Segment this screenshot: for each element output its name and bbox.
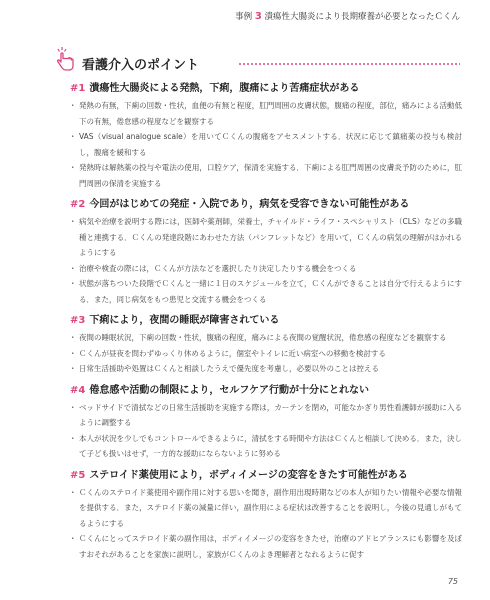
case-title: 潰瘍性大腸炎により長期療養が必要となったＣくん bbox=[264, 12, 460, 22]
bullet-item: ・ 発熱時は解熱薬の投与や電法の使用，口腔ケア，保清を実施する．下痢による肛門周囲の皮膚炎予防のために，肛門周囲の保清を実施する bbox=[70, 160, 462, 191]
running-header bbox=[235, 10, 460, 22]
bullet-item: ・ Ｃくんのステロイド薬使用や副作用に対する思いを聞き，副作用出現時期などの本人が知りたい情報や必要な情報を提供する．また，ステロイド薬の減量に伴い，副作用による症状は改善することを説明し，今後の見通しがもてるようにする bbox=[70, 485, 462, 532]
bullet-item: ・ 日常生活援助や処置はＣくんと相談したうえで優先度を考慮し，必要以外のことは控える bbox=[70, 361, 462, 377]
point-title bbox=[70, 198, 462, 212]
point-title bbox=[70, 384, 462, 398]
point-item bbox=[70, 314, 462, 377]
point-number: #3 bbox=[70, 315, 86, 326]
bullet-item: ・ 発熱の有無，下痢の回数・性状，血便の有無と程度，肛門周囲の皮膚状態，腹痛の程度，部位，痛みによる活動低下の有無，倦怠感の程度などを観察する bbox=[70, 98, 462, 129]
pointing-hand-icon bbox=[56, 46, 78, 72]
point-item bbox=[70, 469, 462, 563]
dotted-rule bbox=[238, 63, 460, 65]
bullet-item: ・ 本人が状況を少しでもコントロールできるように，清拭をする時間や方法はＣくんと相談して決める．また，決して子ども扱いはせず，一方的な援助にならないように努める bbox=[70, 431, 462, 462]
bullet-item: ・ Ｃくんにとってステロイド薬の副作用は，ボディイメージの変容をきたせ，治療のアドヒアランスにも影響を及ぼすおそれがあることを家族に説明し，家族がＣくんのよき理解者となれるように促す bbox=[70, 531, 462, 562]
page-number: 75 bbox=[447, 577, 458, 586]
bullet-item: ・ 夜間の睡眠状況，下痢の回数・性状，腹痛の程度，痛みによる夜間の覚醒状況，倦怠感の程度などを観察する bbox=[70, 330, 462, 346]
point-item bbox=[70, 198, 462, 307]
point-title bbox=[70, 469, 462, 483]
point-number: #2 bbox=[70, 199, 86, 210]
point-item bbox=[70, 82, 462, 191]
section-heading bbox=[60, 54, 460, 76]
point-number: #1 bbox=[70, 83, 86, 94]
case-label: 事例 bbox=[235, 12, 253, 22]
point-title-text: 下痢により，夜間の睡眠が障害されている bbox=[89, 315, 280, 326]
point-title-text: 潰瘍性大腸炎による発熱，下痢，腹痛により苦痛症状がある bbox=[89, 83, 360, 94]
bullet-item: ・ 病気や治療を説明する際には，医師や薬剤師，栄養士，チャイルド・ライフ・スペシャリスト（CLS）などの多職種と連携する．Ｃくんの発達段階にあわせた方法（パンフレットなど）を用いて，Ｃくんの病気の理解がはかれるようにする bbox=[70, 214, 462, 261]
point-title-text: ステロイド薬使用により，ボディイメージの変容をきたす可能性がある bbox=[89, 469, 408, 481]
point-item bbox=[70, 384, 462, 462]
bullet-item: ・ VAS（visual analogue scale）を用いてＣくんの腹痛をアセスメントする．状況に応じて鎮痛薬の投与も検討し，腹痛を緩和する bbox=[70, 129, 462, 160]
point-title bbox=[70, 82, 462, 96]
point-title bbox=[70, 314, 462, 328]
case-number: 3 bbox=[254, 11, 262, 22]
point-number: #4 bbox=[70, 384, 86, 396]
bullet-item: ・ ベッドサイドで清拭などの日常生活援助を実施する際は，カーテンを閉め，可能なかぎり男性看護師が援助に入るように調整する bbox=[70, 400, 462, 431]
bullet-item: ・ 状態が落ちついた段階でＣくんと一緒に１日のスケジュールを立て，Ｃくんができることは自分で行えるようにする．また，同じ病気をもつ患児と交流する機会をつくる bbox=[70, 276, 462, 307]
bullet-item: ・ 治療や検査の際には，Ｃくんが方法などを選択したり決定したりする機会をつくる bbox=[70, 261, 462, 277]
bullet-item: ・ Ｃくんが昼夜を問わずゆっくり休めるように，個室やトイレに近い病室への移動を検討する bbox=[70, 346, 462, 362]
point-title-text: 今回がはじめての発症・入院であり，病気を受容できない可能性がある bbox=[89, 199, 410, 210]
point-number: #5 bbox=[70, 469, 86, 481]
point-title-text: 倦怠感や活動の制限により，セルフケア行動が十分にとれない bbox=[89, 384, 370, 396]
section-title: 看護介入のポイント bbox=[82, 58, 200, 73]
points-list bbox=[70, 82, 462, 569]
